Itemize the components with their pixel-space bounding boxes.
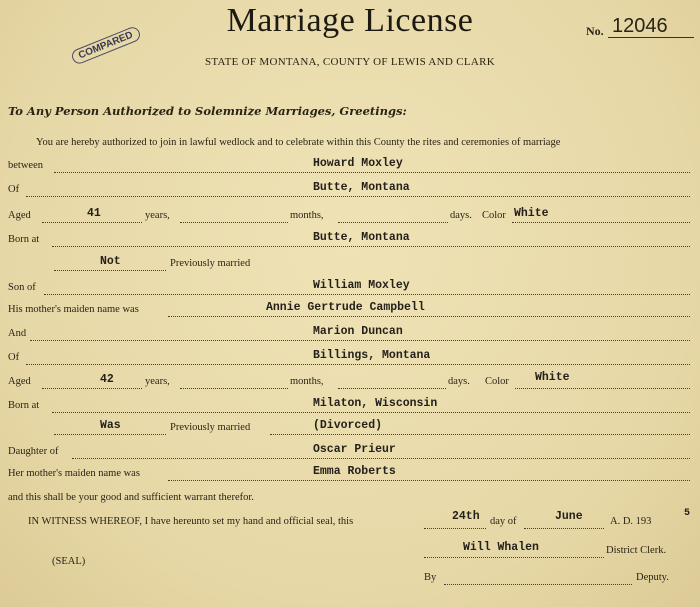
months-label: months, <box>290 376 324 387</box>
day-value: 24th <box>452 510 480 523</box>
fill-line <box>444 584 632 585</box>
son-of-label: Son of <box>8 282 36 293</box>
day-of-label: day of <box>490 516 517 527</box>
and-label: And <box>8 328 27 339</box>
fill-line <box>338 388 446 389</box>
fill-line <box>424 528 486 529</box>
fill-line <box>26 196 690 197</box>
witness-text: IN WITNESS WHEREOF, I have hereunto set my hand and official seal, this <box>28 516 354 527</box>
fill-line <box>424 557 604 558</box>
clerk-name: Will Whalen <box>463 541 539 554</box>
fill-line <box>338 222 448 223</box>
by-label: By <box>424 572 437 583</box>
previously-married-label: Previously married <box>170 258 251 269</box>
months-label: months, <box>290 210 324 221</box>
fill-line <box>270 434 690 435</box>
compared-stamp: COMPARED <box>70 25 142 66</box>
fill-line <box>168 316 690 317</box>
year-digit: 5 <box>684 508 691 519</box>
groom-color: White <box>514 207 549 220</box>
fill-line <box>52 412 690 413</box>
groom-born-at: Butte, Montana <box>313 231 410 244</box>
seal-label: (SEAL) <box>52 556 86 567</box>
ad-label: A. D. 193 <box>610 516 652 527</box>
fill-line <box>72 458 690 459</box>
fill-line <box>168 480 690 481</box>
document-subtitle: STATE OF MONTANA, COUNTY OF LEWIS AND CLARK <box>204 56 495 68</box>
groom-father: William Moxley <box>313 279 410 292</box>
license-number: 12046 <box>612 15 668 37</box>
fill-line <box>42 388 142 389</box>
fill-line <box>180 222 288 223</box>
days-label: days. <box>450 210 472 221</box>
groom-mother-maiden: Annie Gertrude Campbell <box>266 301 425 314</box>
groom-age: 41 <box>87 207 101 220</box>
groom-of: Butte, Montana <box>313 181 410 194</box>
fill-line <box>512 222 690 223</box>
fill-line <box>44 294 690 295</box>
years-label: years, <box>145 376 170 387</box>
born-at-label: Born at <box>8 400 40 411</box>
greeting: To Any Person Authorized to Solemnize Marriages, Greetings: <box>8 104 407 118</box>
groom-name: Howard Moxley <box>313 157 403 170</box>
fill-line <box>515 388 690 389</box>
deputy-label: Deputy. <box>636 572 669 583</box>
aged-label: Aged <box>8 376 31 387</box>
daughter-of-label: Daughter of <box>8 446 59 457</box>
intro-text: You are hereby authorized to join in lawful wedlock and to celebrate within this County the rites and ceremonies of marriage <box>36 137 561 148</box>
bride-of: Billings, Montana <box>313 349 431 362</box>
bride-age: 42 <box>100 373 114 386</box>
bride-born-at: Milaton, Wisconsin <box>313 397 438 410</box>
fill-line <box>524 528 604 529</box>
color-label: Color <box>482 210 506 221</box>
groom-previously-married: Not <box>100 255 121 268</box>
document-title: Marriage License <box>226 2 474 39</box>
of-label: Of <box>8 352 20 363</box>
month-value: June <box>555 510 583 523</box>
fill-line <box>54 270 166 271</box>
bride-previously-married-note: (Divorced) <box>313 419 383 432</box>
mothers-maiden-label: His mother's maiden name was <box>8 304 139 315</box>
of-label: Of <box>8 184 20 195</box>
bride-previously-married: Was <box>100 419 121 432</box>
fill-line <box>52 246 690 247</box>
fill-line <box>30 340 690 341</box>
days-label: days. <box>448 376 470 387</box>
years-label: years, <box>145 210 170 221</box>
between-label: between <box>8 160 43 171</box>
bride-name: Marion Duncan <box>313 325 403 338</box>
warrant-text: and this shall be your good and sufficient warrant therefor. <box>8 492 254 503</box>
license-number-label: No. <box>586 24 604 38</box>
fill-line <box>180 388 288 389</box>
bride-mother-maiden: Emma Roberts <box>313 465 396 478</box>
fill-line <box>54 434 166 435</box>
her-mothers-maiden-label: Her mother's maiden name was <box>8 468 140 479</box>
fill-line <box>42 222 142 223</box>
bride-color: White <box>535 371 570 384</box>
previously-married-label: Previously married <box>170 422 251 433</box>
fill-line <box>26 364 690 365</box>
bride-father: Oscar Prieur <box>313 443 396 456</box>
aged-label: Aged <box>8 210 31 221</box>
born-at-label: Born at <box>8 234 40 245</box>
color-label: Color <box>485 376 509 387</box>
license-number-line <box>608 37 694 38</box>
fill-line <box>54 172 690 173</box>
clerk-title: District Clerk. <box>606 545 667 556</box>
